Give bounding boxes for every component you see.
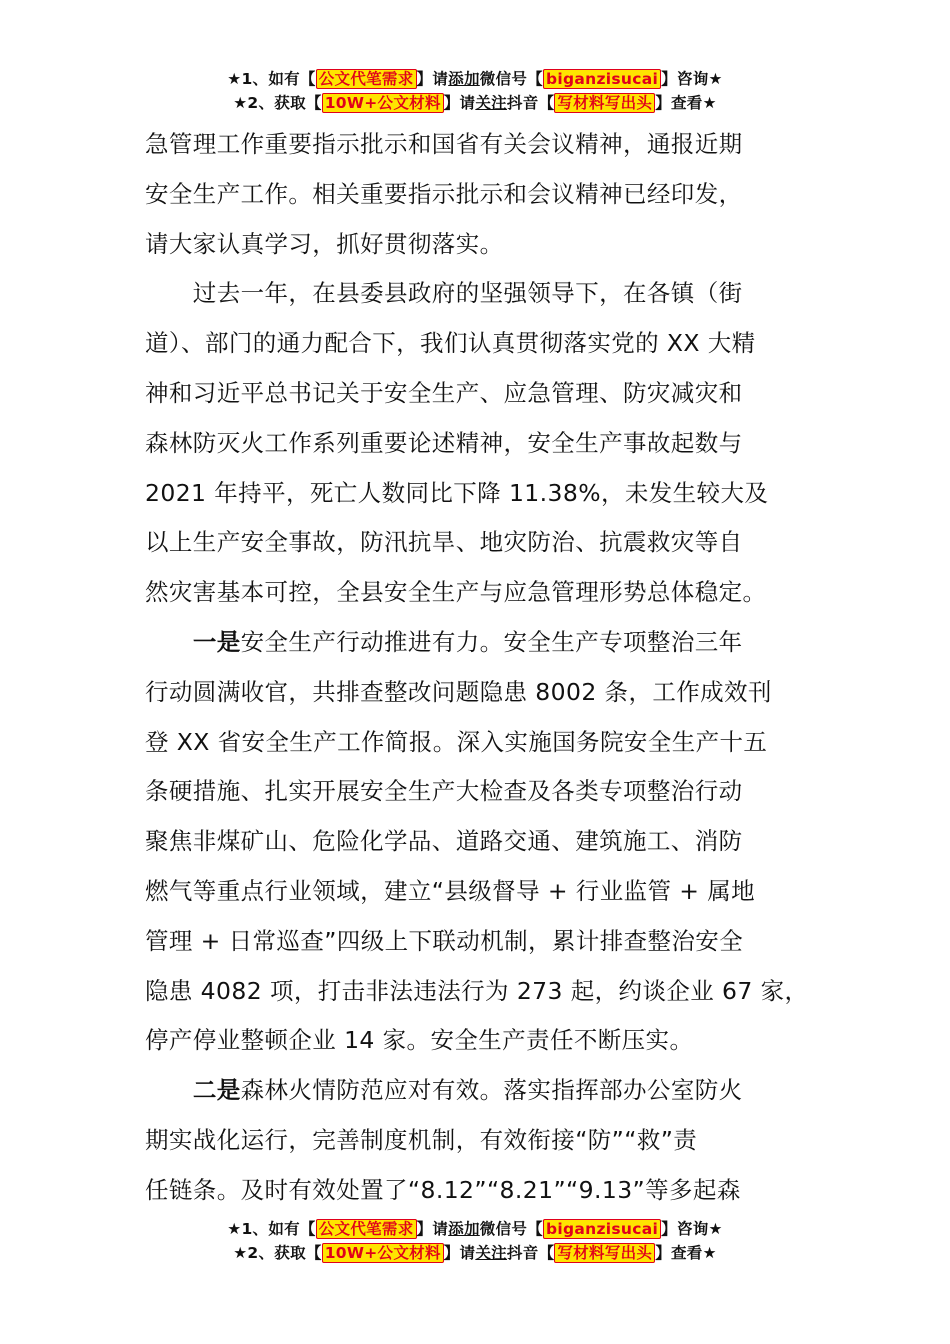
text-line: 2021 年持平，死亡人数同比下降 11.38%，未发生较大及 (145, 478, 769, 507)
banner-line-2 (0, 92, 950, 116)
banner-text: 】查看★ (655, 1244, 717, 1262)
banner-highlight: 写材料写出头 (554, 1243, 655, 1263)
text-line: 以上生产安全事故，防汛抗旱、地灾防治、抗震救灾等自 (145, 528, 743, 557)
banner-text: ★1、如有【 (227, 1220, 316, 1238)
text-line (145, 1066, 809, 1116)
text-line: 然灾害基本可控，全县安全生产与应急管理形势总体稳定。 (145, 578, 767, 607)
banner-text: 】咨询★ (661, 1220, 723, 1238)
paragraph-2 (145, 269, 809, 618)
text-line: 请大家认真学习，抓好贯彻落实。 (145, 229, 504, 258)
banner-text: 】咨询★ (661, 70, 723, 88)
text-line: 道）、部门的通力配合下，我们认真贯彻落实党的 XX 大精 (145, 329, 756, 358)
banner-highlight: 写材料写出头 (554, 93, 655, 113)
banner-highlight: 10W+公文材料 (322, 1243, 444, 1263)
banner-text: 】请 (416, 1220, 449, 1238)
text-line: 停产停业整顿企业 14 家。安全生产责任不断压实。 (145, 1026, 694, 1055)
banner-highlight: 公文代笔需求 (316, 1219, 417, 1239)
text-line: 燃气等重点行业领域，建立“县级督导 + 行业监管 + 属地 (145, 876, 756, 905)
bottom-banner (0, 1218, 950, 1266)
document-body (145, 120, 809, 1216)
banner-underlined: 添加 (448, 70, 480, 88)
text-line: 期实战化运行，完善制度机制，有效衔接“防”“救”责 (145, 1125, 698, 1154)
text-line: 神和习近平总书记关于安全生产、应急管理、防灾减灾和 (145, 378, 743, 407)
banner-text: ★2、获取【 (233, 1244, 322, 1262)
banner-text: 】请 (443, 1244, 476, 1262)
banner-underlined: 添加 (448, 1220, 480, 1238)
text-line: 登 XX 省安全生产工作简报。深入实施国务院安全生产十五 (145, 727, 768, 756)
paragraph-lead: 二是 (192, 1076, 241, 1105)
text-span: 安全生产行动推进有力。安全生产专项整治三年 (240, 627, 743, 656)
text-line: 管理 + 日常巡查”四级上下联动机制，累计排查整治安全 (145, 926, 744, 955)
top-banner (0, 68, 950, 116)
text-line: 行动圆满收官，共排查整改问题隐患 8002 条，工作成效刊 (145, 677, 772, 706)
banner-highlight: 10W+公文材料 (322, 93, 444, 113)
text-line: 过去一年，在县委县政府的坚强领导下，在各镇（街 (145, 279, 743, 308)
banner-highlight: biganzisucai (543, 1219, 661, 1239)
banner-text: ★2、获取【 (233, 94, 322, 112)
banner-highlight: 公文代笔需求 (316, 69, 417, 89)
text-line: 急管理工作重要指示批示和国省有关会议精神，通报近期 (145, 130, 743, 158)
banner-text: 】请 (416, 70, 449, 88)
text-line (145, 618, 809, 668)
banner-text: 】查看★ (655, 94, 717, 112)
text-line: 任链条。及时有效处置了“8.12”“8.21”“9.13”等多起森 (145, 1175, 741, 1204)
banner-text: 抖音【 (506, 94, 555, 112)
banner-line-1 (0, 1218, 950, 1242)
banner-text: 抖音【 (506, 1244, 555, 1262)
text-line: 条硬措施、扎实开展安全生产大检查及各类专项整治行动 (145, 777, 743, 806)
text-line: 森林防灭火工作系列重要论述精神，安全生产事故起数与 (145, 428, 743, 457)
banner-line-1 (0, 68, 950, 92)
text-span: 森林火情防范应对有效。落实指挥部办公室防火 (240, 1076, 743, 1105)
paragraph-1 (145, 120, 809, 269)
text-line: 隐患 4082 项，打击非法违法行为 273 起，约谈企业 67 家， (145, 976, 809, 1005)
paragraph-lead: 一是 (192, 627, 241, 656)
text-line: 安全生产工作。相关重要指示批示和会议精神已经印发， (145, 179, 743, 208)
banner-line-2 (0, 1242, 950, 1266)
paragraph-3 (145, 618, 809, 1066)
banner-underlined: 关注 (475, 1244, 507, 1262)
banner-text: 】请 (443, 94, 476, 112)
banner-text: ★1、如有【 (227, 70, 316, 88)
text-line: 聚焦非煤矿山、危险化学品、道路交通、建筑施工、消防 (145, 827, 743, 856)
banner-text: 微信号【 (479, 1220, 543, 1238)
banner-underlined: 关注 (475, 94, 507, 112)
banner-text: 微信号【 (479, 70, 543, 88)
banner-highlight: biganzisucai (543, 69, 661, 89)
paragraph-4 (145, 1066, 809, 1215)
